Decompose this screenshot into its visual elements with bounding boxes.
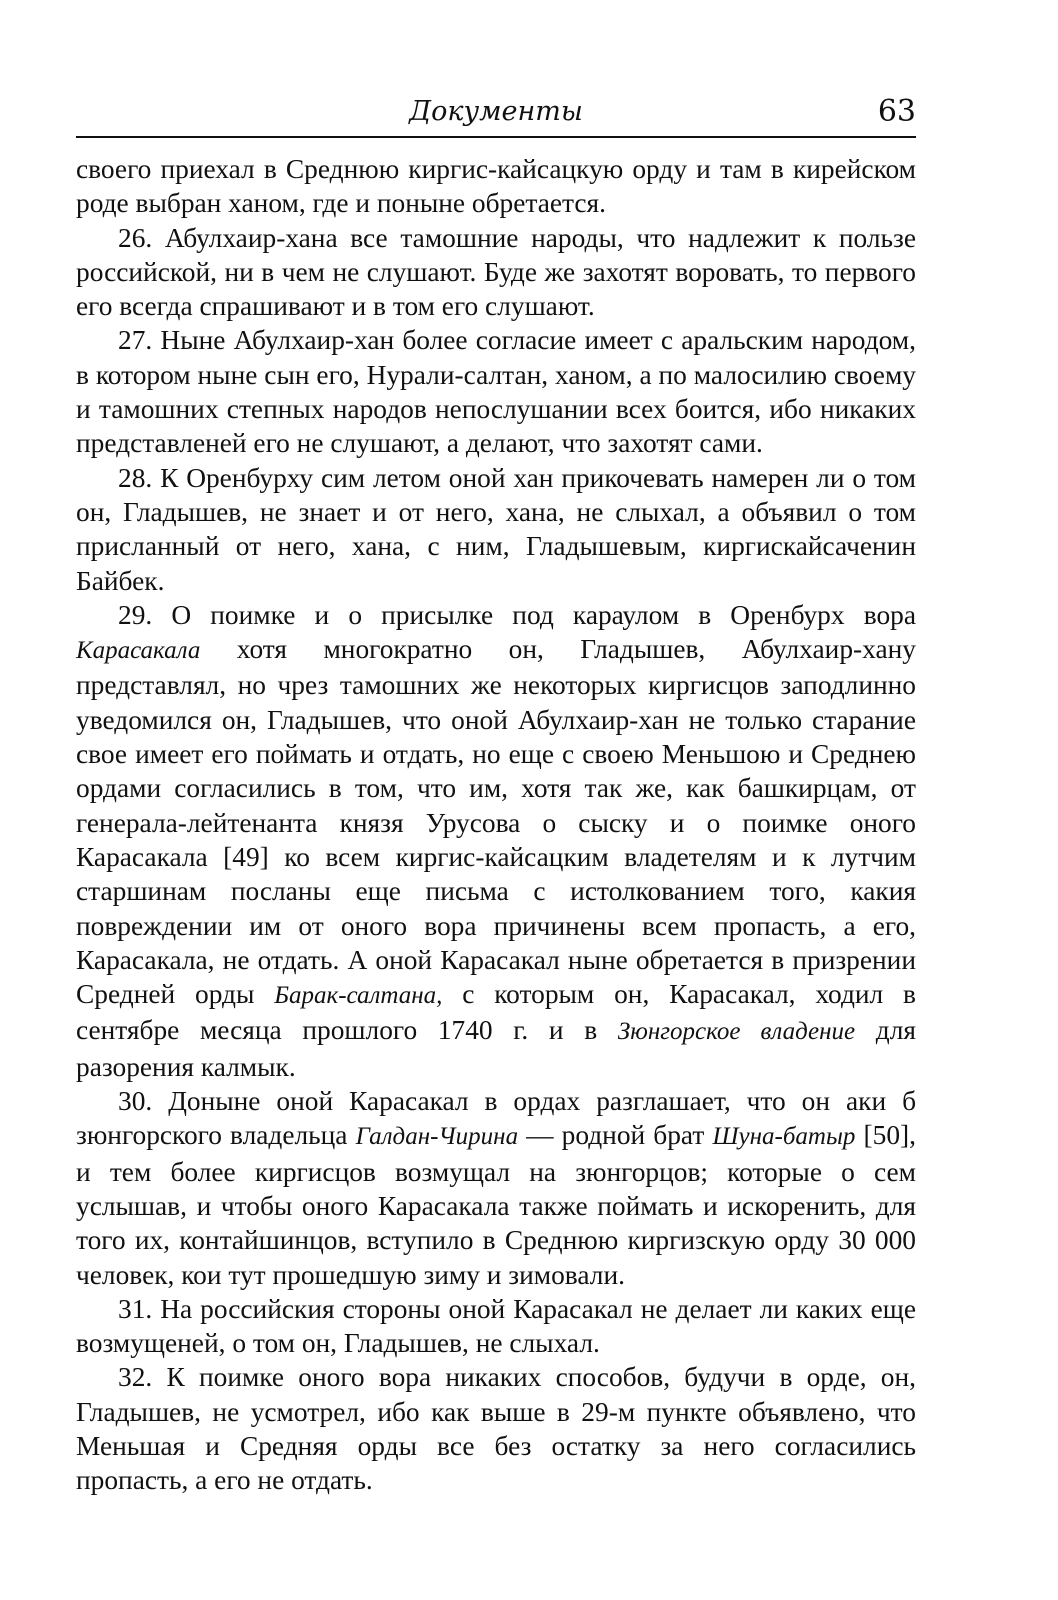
text-run: 26. Абулхаир-хана все тамошние народы, что надлежит к пользе российской, ни в чем не слушают. Буде же захотят воровать, то первого его всегда спрашивают и в том его слушают. <box>76 222 916 322</box>
text-run: 29. О поимке и о присылке под караулом в Оренбурх вора <box>118 599 916 630</box>
text-run: для разорения калмык. <box>76 1015 916 1082</box>
paragraph-29 <box>76 598 916 1084</box>
page-number: 63 <box>877 94 916 129</box>
document-body <box>76 152 916 1498</box>
italic-term: Шуна-батыр <box>712 1123 856 1151</box>
text-run: своего приехал в Среднюю киргис-кайсацкую орду и там в кирейском роде выбран ханом, где и поныне обретается. <box>76 154 916 219</box>
italic-term: Барак-салтана, <box>274 982 443 1010</box>
paragraph-30 <box>76 1084 916 1292</box>
paragraph-31 <box>76 1292 916 1361</box>
paragraph-26 <box>76 221 916 324</box>
text-run: 27. Ныне Абулхаир-хан более согласие имеет с аральским народом, в котором ныне сын его, Нурали-салтан, ханом, а по малосилию своему и тамошних степных народов непослушании всех боится, ибо никаких представленей его не слушают, а делают, что захотят сами. <box>76 325 916 459</box>
text-run: 32. К поимке оного вора никаких способов, будучи в орде, он, Гладышев, не усмотрел, ибо как выше в 29-м пункте объявлено, что Меньшая и Средняя орды все без остатку за него согласились пропасть, а его не отдать. <box>76 1362 916 1496</box>
paragraph-27 <box>76 323 916 460</box>
text-run: [50], и тем более киргисцов возмущал на зюнгорцов; которые о сем услышав, и чтобы оного Карасакала также поймать и искоренить, для того их, контайшинцов, вступило в Среднюю киргизскую орду 30 000 человек, кои тут прошедшую зиму и зимовали. <box>76 1120 916 1290</box>
text-run: — родной брат <box>518 1120 713 1151</box>
running-title: Документы <box>409 96 583 127</box>
text-run: с которым он, Карасакал, ходил в сентябре месяца прошлого 1740 г. и в <box>76 979 916 1046</box>
italic-term: Карасакала <box>76 637 201 665</box>
paragraph-continuation <box>76 152 916 221</box>
paragraph-28 <box>76 461 916 598</box>
document-page <box>76 92 916 1498</box>
italic-term: Зюнгорское владение <box>617 1018 856 1046</box>
text-run: 28. К Оренбурху сим летом оной хан прикочевать намерен ли о том он, Гладышев, не знает и от него, хана, не слыхал, а объявил о том присланный от него, хана, с ним, Гладышевым, киргискайсаченин Байбек. <box>76 462 916 596</box>
text-run: хотя многократно он, Гладышев, Абулхаир-хану представлял, но чрез тамошних же некоторых киргисцов заподлинно уведомился он, Гладышев, что оной Абулхаир-хан не только старание свое имеет его поймать и отдать, но еще с своею Меньшою и Среднею ордами согласились в том, что им, хотя так же, как башкирцам, от генерала-лейтенанта князя Урусова о сыску и о поимке оного Карасакала [49] ко всем киргис-кайсацким владетелям и к лутчим старшинам посланы еще письма с истолкованием того, какия повреждении им от оного вора причинены всем пропасть, а его, Карасакала, не отдать. А оной Карасакал ныне обретается в призрении Средней орды <box>76 634 916 1010</box>
running-header <box>76 92 916 138</box>
paragraph-32 <box>76 1360 916 1497</box>
text-run: 31. На российския стороны оной Карасакал не делает ли каких еще возмущеней, о том он, Гладышев, не слыхал. <box>76 1293 916 1359</box>
italic-term: Галдан-Чирина <box>355 1123 519 1151</box>
text-run: 30. Доныне оной Карасакал в ордах разглашает, что он аки б зюнгорского владельца <box>76 1086 916 1151</box>
